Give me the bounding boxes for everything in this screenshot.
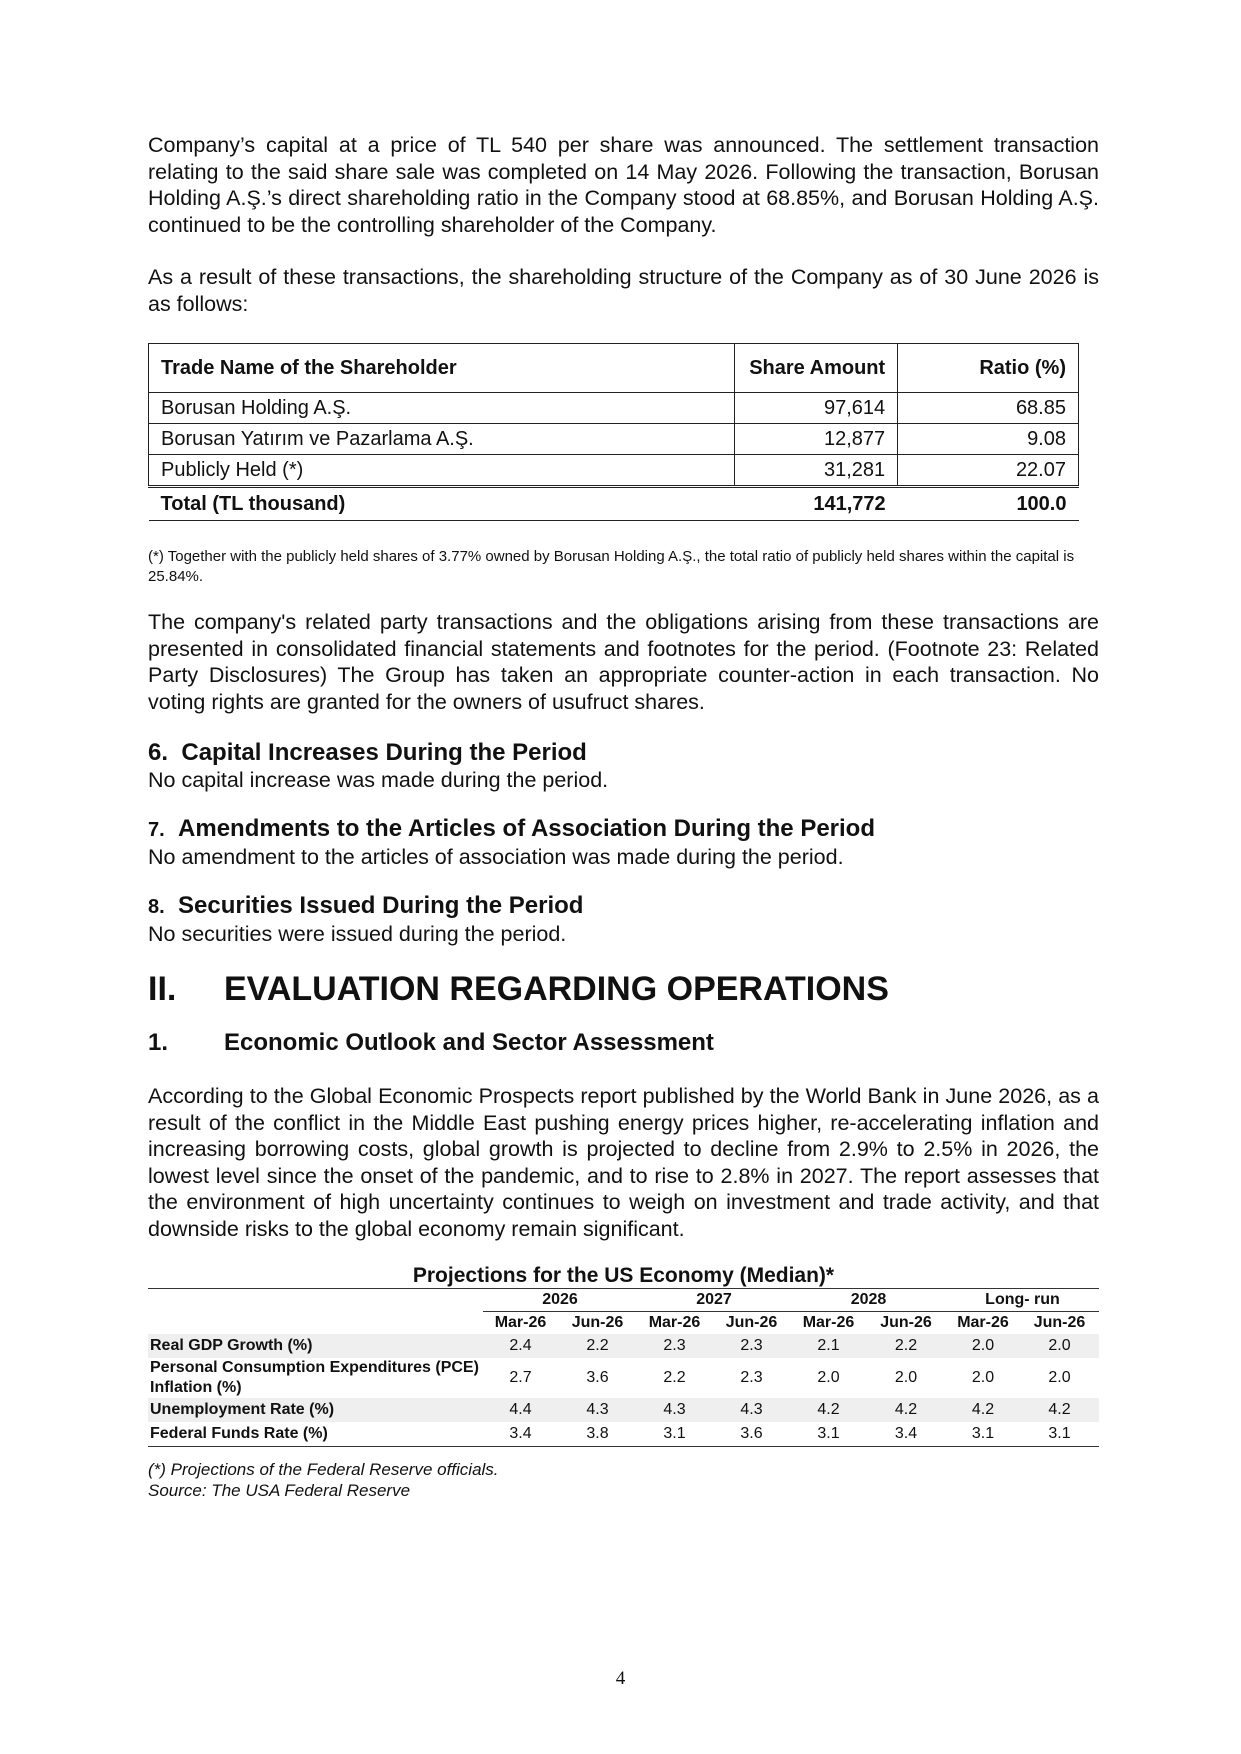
value-cell: 2.2 (663, 1369, 686, 1386)
total-amount: 141,772 (735, 487, 898, 521)
empty-header-cell (148, 1289, 483, 1312)
column-header-row (148, 1312, 1099, 1335)
page-number: 4 (615, 1668, 626, 1689)
value-cell: 2.0 (817, 1369, 840, 1386)
section-number: 6. (148, 739, 169, 766)
section-heading (148, 892, 1099, 921)
projections-title: Projections for the US Economy (Median)* (412, 1264, 835, 1287)
shareholder-name: Publicly Held (*) (149, 455, 735, 487)
value-cell: 4.2 (866, 1398, 946, 1422)
value-cell: 2.2 (558, 1334, 637, 1358)
projections-table (148, 1288, 1099, 1447)
value-cell: 2.7 (509, 1369, 532, 1386)
value-cell: 3.4 (483, 1422, 558, 1447)
year-group: 2026 (483, 1289, 637, 1312)
column-header: Mar-26 (957, 1314, 1009, 1331)
shareholder-total-row (149, 487, 1079, 521)
section-text: No securities were issued during the period. (148, 922, 567, 946)
value-cell: 3.1 (791, 1422, 866, 1447)
outlook-paragraph: According to the Global Economic Prospects report published by the World Bank in June 2026, as a result of the conflict in the Middle East pushing energy prices higher, re-accelerating inflation and increasing borrowing costs, global growth is projected to decline from 2.9% to 2.5% in 2026, the lowest level since the onset of the pandemic, and to rise to 2.8% in 2027. The report assesses that the environment of high uncertainty continues to weigh on investment and trade activity, and that downside risks to the global economy remain significant. (148, 1084, 1099, 1241)
column-header: Mar-26 (494, 1314, 547, 1331)
section-title: Amendments to the Articles of Association During the Period (178, 815, 876, 842)
sub-number: 1. (148, 1029, 169, 1056)
value-cell: 2.1 (791, 1334, 866, 1358)
column-header: Mar-26 (648, 1314, 701, 1331)
section-text: No capital increase was made during the period. (148, 768, 609, 792)
section-number: 8. (148, 896, 165, 918)
column-header: Jun-26 (725, 1314, 778, 1331)
section-number: 7. (148, 819, 165, 841)
row-label: Personal Consumption Expenditures (PCE) Inflation (%) (150, 1359, 479, 1396)
share-ratio: 9.08 (898, 424, 1079, 455)
value-cell: 4.2 (946, 1398, 1020, 1422)
value-cell: 2.0 (894, 1369, 918, 1386)
intro-paragraph-1: Company’s capital at a price of TL 540 per share was announced. The settlement transaction relating to the said share sale was completed on 14 May 2026. Following the transaction, Borusan Holding A.Ş.’s direct shareholding ratio in the Company stood at 68.85%, and Borusan Holding A.Ş. continued to be the controlling shareholder of the Company. (148, 133, 1099, 237)
sub-title: Economic Outlook and Sector Assessment (224, 1029, 714, 1056)
value-cell: 3.1 (1020, 1422, 1099, 1447)
section-title: Securities Issued During the Period (178, 892, 584, 919)
total-ratio: 100.0 (898, 487, 1079, 521)
projections-note: (*) Projections of the Federal Reserve officials. (148, 1460, 499, 1479)
year-group: Long- run (946, 1289, 1099, 1312)
share-amount: 12,877 (735, 424, 898, 455)
value-cell: 2.3 (637, 1334, 712, 1358)
table-row (148, 1422, 1099, 1447)
table-row (149, 424, 1079, 455)
value-cell: 2.3 (740, 1369, 763, 1386)
empty-header-cell (148, 1312, 483, 1335)
table-row (149, 455, 1079, 487)
section-heading (148, 815, 1099, 844)
share-amount: 31,281 (735, 455, 898, 487)
document-page (148, 132, 1099, 1501)
sub-heading (148, 1029, 1099, 1057)
row-label: Unemployment Rate (%) (148, 1398, 483, 1422)
value-cell: 3.6 (586, 1369, 609, 1386)
year-group: 2027 (637, 1289, 791, 1312)
projections-source: Source: The USA Federal Reserve (148, 1481, 411, 1500)
value-cell: 2.0 (971, 1369, 995, 1386)
shareholder-table (148, 343, 1079, 521)
value-cell: 4.3 (712, 1398, 791, 1422)
shareholder-name: Borusan Yatırım ve Pazarlama A.Ş. (149, 424, 735, 455)
column-header: Jun-26 (880, 1314, 932, 1331)
value-cell: 3.8 (558, 1422, 637, 1447)
row-label: Real GDP Growth (%) (148, 1334, 483, 1358)
header-name: Trade Name of the Shareholder (149, 344, 735, 393)
share-amount: 97,614 (735, 393, 898, 424)
header-ratio: Ratio (%) (898, 344, 1079, 393)
shareholder-table-header (149, 344, 1079, 393)
row-label: Federal Funds Rate (%) (148, 1422, 483, 1447)
value-cell: 4.3 (558, 1398, 637, 1422)
section-8 (148, 892, 1099, 947)
value-cell: 3.1 (637, 1422, 712, 1447)
intro-paragraph-2: As a result of these transactions, the shareholding structure of the Company as of 30 June 2026 is as follows: (148, 265, 1099, 316)
value-cell: 2.0 (1020, 1334, 1099, 1358)
value-cell: 2.4 (483, 1334, 558, 1358)
column-header: Jun-26 (1033, 1314, 1086, 1331)
year-group: 2028 (791, 1289, 946, 1312)
section-text: No amendment to the articles of association was made during the period. (148, 845, 844, 869)
year-header-row (148, 1289, 1099, 1312)
shareholder-name: Borusan Holding A.Ş. (149, 393, 735, 424)
shareholder-footnote: (*) Together with the publicly held shares of 3.77% owned by Borusan Holding A.Ş., the total ratio of publicly held shares within the capital is 25.84%. (148, 548, 1075, 585)
value-cell: 4.2 (1020, 1398, 1099, 1422)
value-cell: 3.6 (712, 1422, 791, 1447)
part-number: II. (148, 970, 177, 1008)
part-title: EVALUATION REGARDING OPERATIONS (224, 970, 889, 1008)
value-cell: 2.3 (712, 1334, 791, 1358)
section-6 (148, 739, 1099, 793)
table-row (148, 1398, 1099, 1422)
value-cell: 2.0 (1048, 1369, 1071, 1386)
value-cell: 4.2 (791, 1398, 866, 1422)
column-header: Jun-26 (571, 1314, 624, 1331)
value-cell: 2.0 (946, 1334, 1020, 1358)
value-cell: 3.4 (866, 1422, 946, 1447)
part-heading (148, 969, 1099, 1009)
table-row (148, 1334, 1099, 1358)
table-row (149, 393, 1079, 424)
value-cell: 3.1 (946, 1422, 1020, 1447)
header-amount: Share Amount (735, 344, 898, 393)
value-cell: 2.2 (866, 1334, 946, 1358)
column-header: Mar-26 (802, 1314, 855, 1331)
value-cell: 4.4 (483, 1398, 558, 1422)
value-cell: 4.3 (637, 1398, 712, 1422)
section-title: Capital Increases During the Period (181, 739, 587, 766)
section-7 (148, 815, 1099, 870)
section-heading (148, 739, 1099, 767)
total-label: Total (TL thousand) (149, 487, 735, 521)
related-party-paragraph: The company's related party transactions and the obligations arising from these transactions are presented in consolidated financial statements and footnotes for the period. (Footnote 23: Related Party Disclosures) The Group has taken an appropriate counter-action in each transaction. No voting rights are granted for the owners of usufruct shares. (148, 610, 1099, 714)
share-ratio: 68.85 (898, 393, 1079, 424)
table-row (148, 1358, 1099, 1398)
share-ratio: 22.07 (898, 455, 1079, 487)
